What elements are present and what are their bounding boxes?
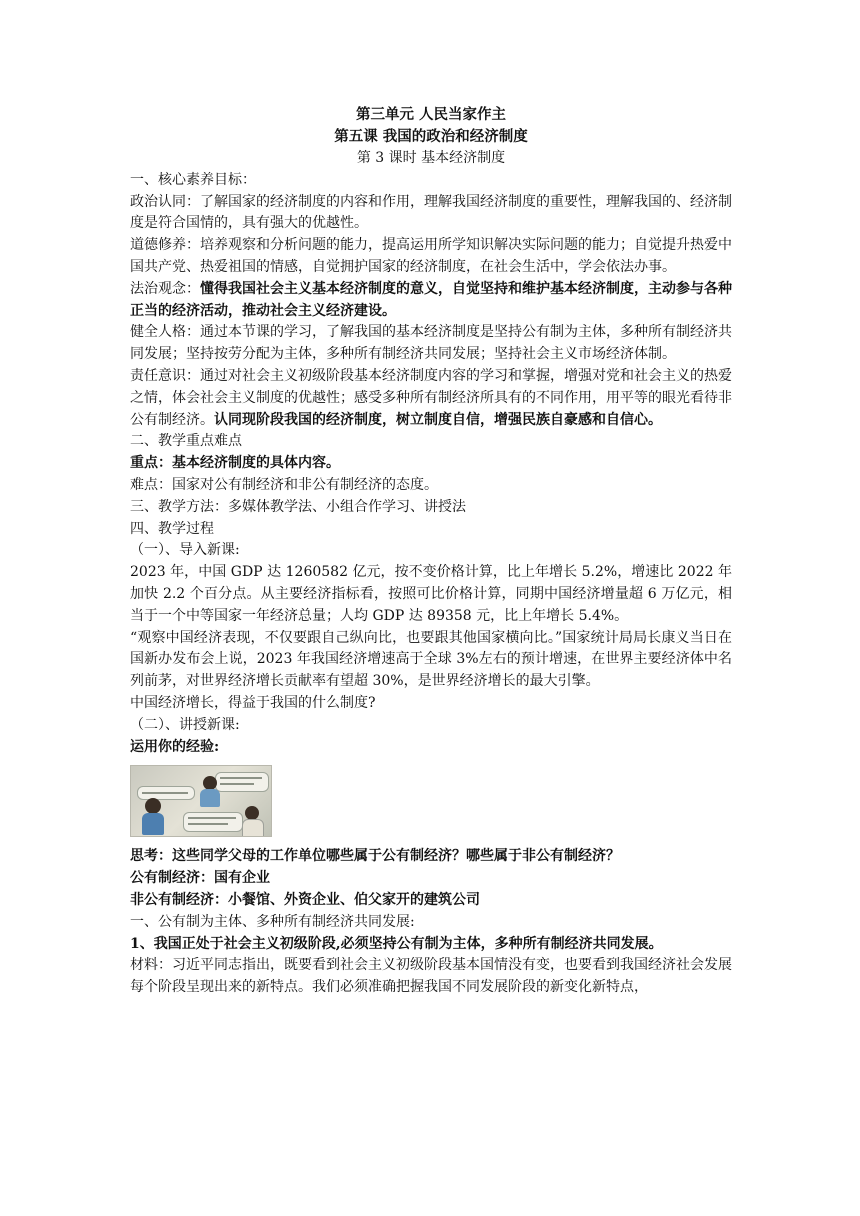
student-figure bbox=[200, 789, 220, 807]
goal-law-bold: 懂得我国社会主义基本经济制度的意义，自觉坚持和维护基本经济制度，主动参与各种正当的经济活动，推动社会主义经济建设。 bbox=[130, 280, 732, 319]
section-heading-key: 二、教学重点难点 bbox=[130, 433, 242, 450]
student-figure bbox=[242, 819, 264, 837]
public-economy: 公有制经济：国有企业 bbox=[130, 870, 270, 887]
goal-responsibility-text: 责任意识：通过对社会主义初级阶段基本经济制度内容的学习和掌握，增强对党和社会主义的热爱之情，体会社会主义制度的优越性；感受多种所有制经济所具有的不同作用，用平等的眼光看待非公有制经济。 bbox=[130, 367, 732, 428]
period-title: 第 3 课时 基本经济制度 bbox=[356, 150, 506, 166]
goal-moral: 道德修养：培养观察和分析问题的能力，提高运用所学知识解决实际问题的能力；自觉提升热爱中国共产党、热爱祖国的情感，自觉拥护国家的经济制度，在社会生活中，学会依法办事。 bbox=[130, 237, 732, 275]
speech-bubble bbox=[183, 812, 243, 832]
section-heading-goals: 一、核心素养目标： bbox=[130, 171, 256, 188]
subheading-intro: （一）、导入新课: bbox=[130, 542, 240, 559]
experience-label: 运用你的经验: bbox=[130, 738, 220, 755]
goal-responsibility bbox=[130, 366, 732, 431]
goal-responsibility-bold: 认同现阶段我国的经济制度，树立制度自信，增强民族自豪感和自信心。 bbox=[214, 411, 662, 428]
lesson-title: 第五课 我国的政治和经济制度 bbox=[334, 128, 528, 145]
subheading-teaching: （二）、讲授新课: bbox=[130, 716, 240, 733]
speech-bubble bbox=[137, 786, 195, 800]
goal-political: 政治认同：了解国家的经济制度的内容和作用，理解我国经济制度的重要性，理解我国的、经济制度是符合国情的，具有强大的优越性。 bbox=[130, 193, 732, 232]
unit-title: 第三单元 人民当家作主 bbox=[355, 106, 507, 123]
key-point: 重点：基本经济制度的具体内容。 bbox=[130, 455, 340, 472]
point-one: 1、我国正处于社会主义初级阶段,必须坚持公有制为主体，多种所有制经济共同发展。 bbox=[130, 935, 663, 952]
student-figure bbox=[142, 813, 164, 835]
speech-bubble bbox=[215, 772, 269, 792]
students-illustration-image bbox=[130, 765, 272, 837]
section-heading-process: 四、教学过程 bbox=[130, 520, 214, 537]
part-one-heading: 一、公有制为主体、多种所有制经济共同发展: bbox=[130, 913, 415, 930]
document-page bbox=[130, 104, 732, 999]
intro-paragraph-quote: “观察中国经济表现，不仅要跟自己纵向比，也要跟其他国家横向比。”国家统计局局长康义当日在国新办发布会上说，2023 年我国经济增速高于全球 3%左右的预计增速，在世界主要经济体中名列前茅，对世界经济增长贡献率有望超 30%，是世界经济增长的最大引擎。 bbox=[130, 629, 732, 690]
student-figure bbox=[245, 806, 259, 820]
intro-paragraph-gdp: 2023 年，中国 GDP 达 1260582 亿元，按不变价格计算，比上年增长 5.2%，增速比 2022 年加快 2.2 个百分点。从主要经济指标看，按照可比价格计算，同期中国经济增量超 6 万亿元，相当于一个中等国家一年经济总量；人均 GDP 达 89358 元，比上年增长 5.4%。 bbox=[130, 564, 732, 624]
difficult-point: 难点：国家对公有制经济和非公有制经济的态度。 bbox=[130, 476, 438, 493]
think-question: 思考：这些同学父母的工作单位哪些属于公有制经济？哪些属于非公有制经济？ bbox=[130, 848, 620, 865]
goal-personality: 健全人格：通过本节课的学习，了解我国的基本经济制度是坚持公有制为主体，多种所有制经济共同发展；坚持按劳分配为主体，多种所有制经济共同发展；坚持社会主义市场经济体制。 bbox=[130, 324, 732, 363]
student-figure bbox=[145, 798, 161, 814]
intro-question: 中国经济增长，得益于我国的什么制度? bbox=[130, 694, 376, 711]
material-paragraph: 材料：习近平同志指出，既要看到社会主义初级阶段基本国情没有变，也要看到我国经济社会发展每个阶段呈现出来的新特点。我们必须准确把握我国不同发展阶段的新变化新特点， bbox=[130, 957, 732, 996]
section-heading-method: 三、教学方法：多媒体教学法、小组合作学习、讲授法 bbox=[130, 498, 466, 515]
goal-law bbox=[130, 279, 732, 323]
nonpublic-economy: 非公有制经济：小餐馆、外资企业、伯父家开的建筑公司 bbox=[130, 891, 480, 908]
goal-law-label: 法治观念： bbox=[130, 280, 200, 297]
